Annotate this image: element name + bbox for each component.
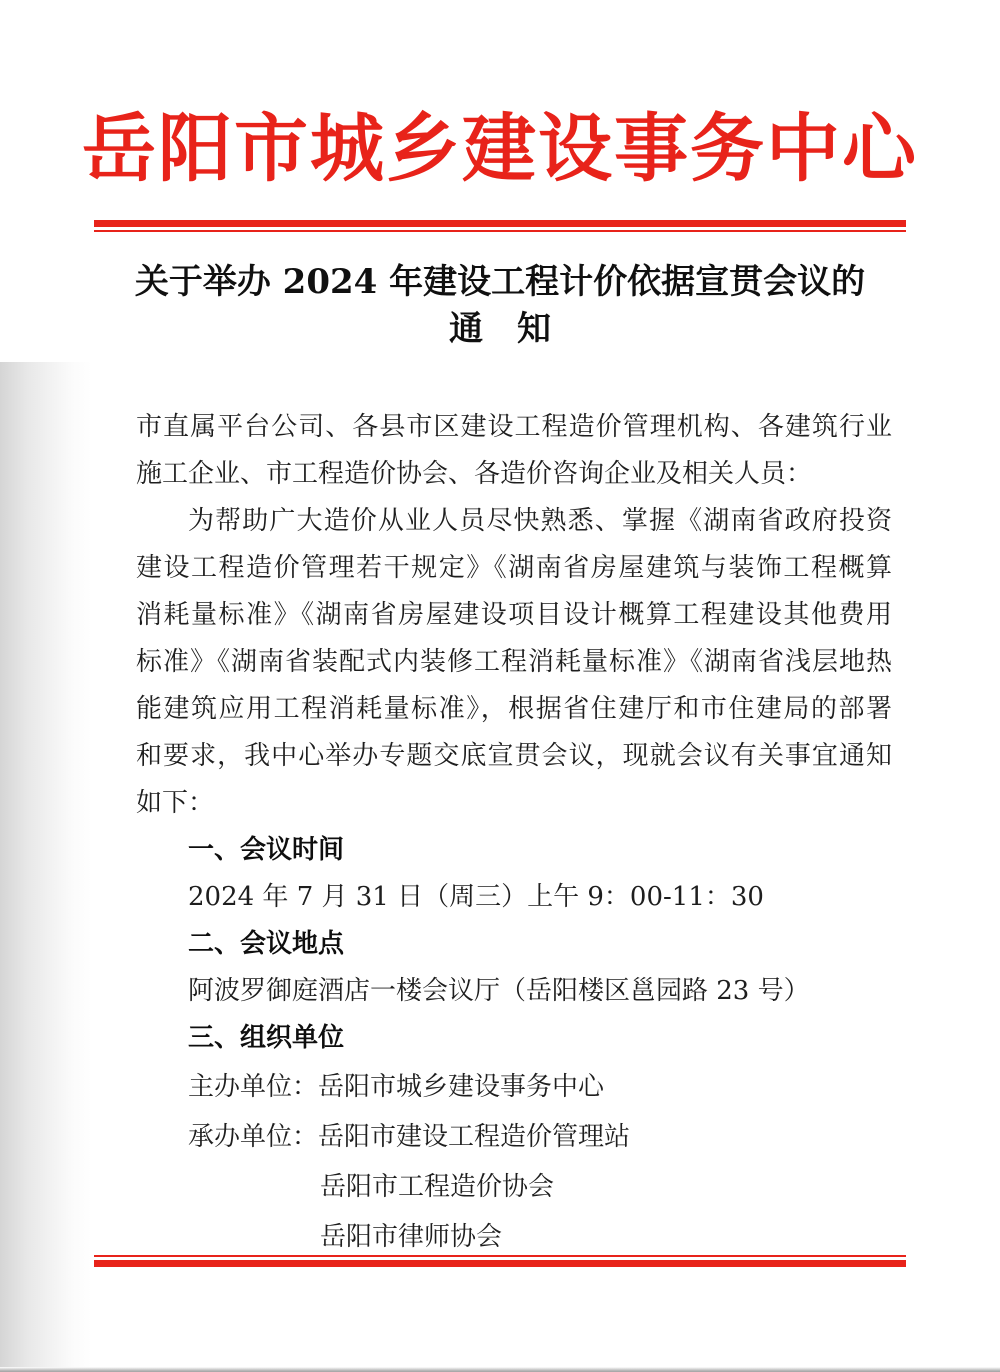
- divider-thin-line: [94, 230, 906, 232]
- intro-line: 为帮助广大造价从业人员尽快熟悉、掌握《湖南省政府投资: [188, 506, 892, 536]
- scan-edge-bottom: [0, 1367, 1000, 1372]
- intro-line: 标准》《湖南省装配式内装修工程消耗量标准》《湖南省浅层地热: [136, 647, 892, 677]
- document-title: [0, 259, 1000, 353]
- organizer-unit-line: 岳阳市律师协会: [320, 1222, 503, 1252]
- meeting-location: 阿波罗御庭酒店一楼会议厅（岳阳楼区邕园路 23 号）: [188, 976, 810, 1006]
- divider-thick-line: [94, 1260, 906, 1267]
- organizer-unit-line: 承办单位：岳阳市建设工程造价管理站: [188, 1122, 631, 1152]
- organizer-unit-line: 岳阳市工程造价协会: [320, 1172, 555, 1202]
- letterhead-org-name: 岳阳市城乡建设事务中心: [82, 106, 918, 192]
- intro-line: 如下：: [136, 788, 215, 818]
- divider-thick-line: [94, 220, 906, 227]
- document-title-line1: 关于举办 2024 年建设工程计价依据宣贯会议的: [134, 262, 866, 302]
- section-1-heading: 一、会议时间: [188, 835, 345, 865]
- section-3-heading: 三、组织单位: [188, 1023, 345, 1053]
- recipients-line: 市直属平台公司、各县市区建设工程造价管理机构、各建筑行业: [136, 412, 892, 442]
- scan-edge-left: [0, 362, 92, 1367]
- meeting-time: 2024 年 7 月 31 日（周三）上午 9：00-11：30: [188, 882, 764, 912]
- footer-divider: [94, 1255, 906, 1267]
- intro-line: 建设工程造价管理若干规定》《湖南省房屋建筑与装饰工程概算: [136, 553, 892, 583]
- intro-line: 和要求，我中心举办专题交底宣贯会议，现就会议有关事宜通知: [136, 741, 892, 771]
- intro-line: 消耗量标准》《湖南省房屋建设项目设计概算工程建设其他费用: [136, 600, 892, 630]
- document-body: [136, 404, 892, 1262]
- section-2-heading: 二、会议地点: [188, 929, 345, 959]
- letterhead-divider: [94, 220, 906, 232]
- intro-line: 能建筑应用工程消耗量标准》，根据省住建厅和市住建局的部署: [136, 694, 892, 724]
- recipients-line: 施工企业、市工程造价协会、各造价咨询企业及相关人员：: [136, 459, 813, 489]
- document-title-line2: 通 知: [449, 309, 551, 349]
- host-unit-line: 主办单位：岳阳市城乡建设事务中心: [188, 1072, 605, 1102]
